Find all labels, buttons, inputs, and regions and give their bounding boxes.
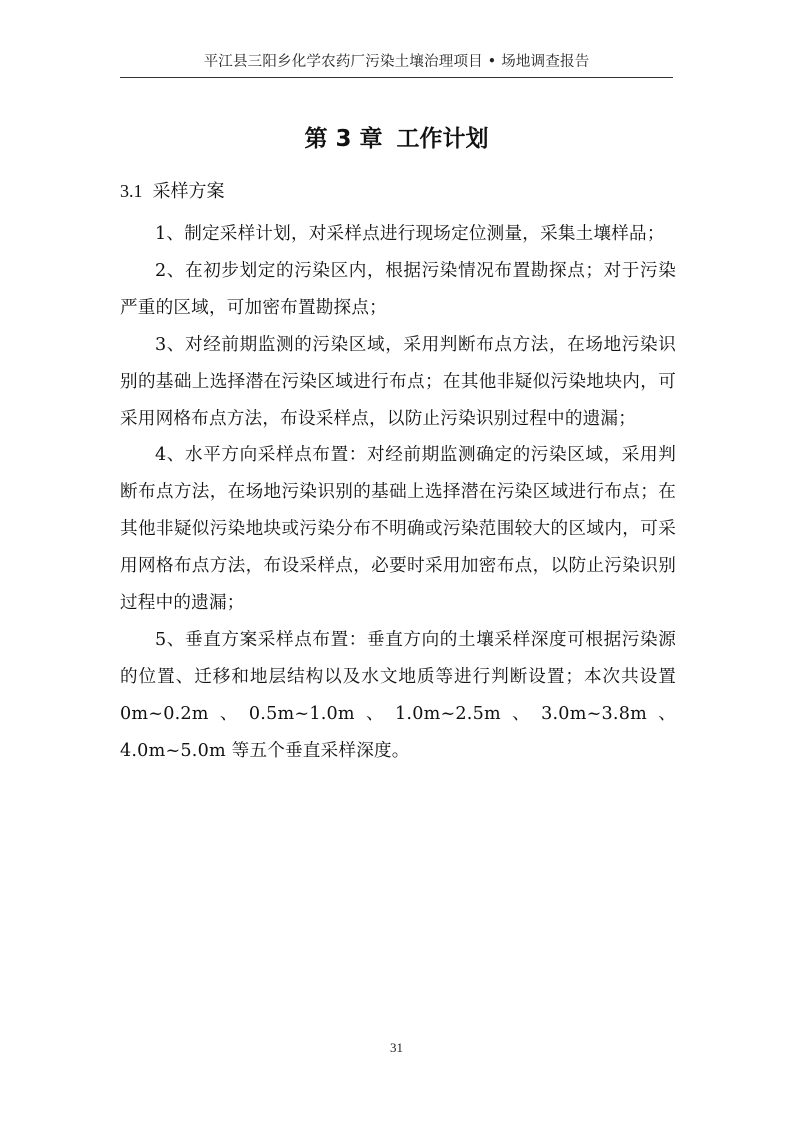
paragraph-5: 5、垂直方案采样点布置：垂直方向的土壤采样深度可根据污染源的位置、迁移和地层结构以及水文地质等进行判断设置；本次共设置 0m~0.2m、0.5m~1.0m、1.0m~2.5m、3.0m~3.8m、4.0m~5.0m 等五个垂直采样深度。: [120, 629, 676, 761]
chapter-name: 工作计划: [396, 126, 489, 152]
paragraph-3: 3、对经前期监测的污染区域，采用判断布点方法，在场地污染识别的基础上选择潜在污染区域进行布点；在其他非疑似污染地块内，可采用网格布点方法，布设采样点，以防止污染识别过程中的遗漏；: [120, 334, 676, 429]
page-number: 31: [390, 1040, 403, 1055]
running-header: 平江县三阳乡化学农药厂污染土壤治理项目 • 场地调查报告: [203, 54, 590, 70]
body-text: [120, 216, 676, 770]
paragraph-2: 2、在初步划定的污染区内，根据污染情况布置勘探点；对于污染严重的区域，可加密布置勘探点；: [120, 260, 676, 318]
chapter-title: [0, 120, 793, 153]
section-number: 3.1: [120, 181, 143, 201]
chapter-label: 第 3 章: [304, 126, 383, 152]
header-divider: [120, 77, 673, 78]
section-name: 采样方案: [152, 181, 225, 202]
paragraph-1: 1、制定采样计划，对采样点进行现场定位测量，采集土壤样品；: [155, 224, 665, 244]
section-heading: [120, 177, 225, 203]
paragraph-4: 4、水平方向采样点布置：对经前期监测确定的污染区域，采用判断布点方法，在场地污染识别的基础上选择潜在污染区域进行布点；在其他非疑似污染地块或污染分布不明确或污染范围较大的区域内，可采用网格布点方法，布设采样点，必要时采用加密布点，以防止污染识别过程中的遗漏；: [120, 445, 676, 614]
